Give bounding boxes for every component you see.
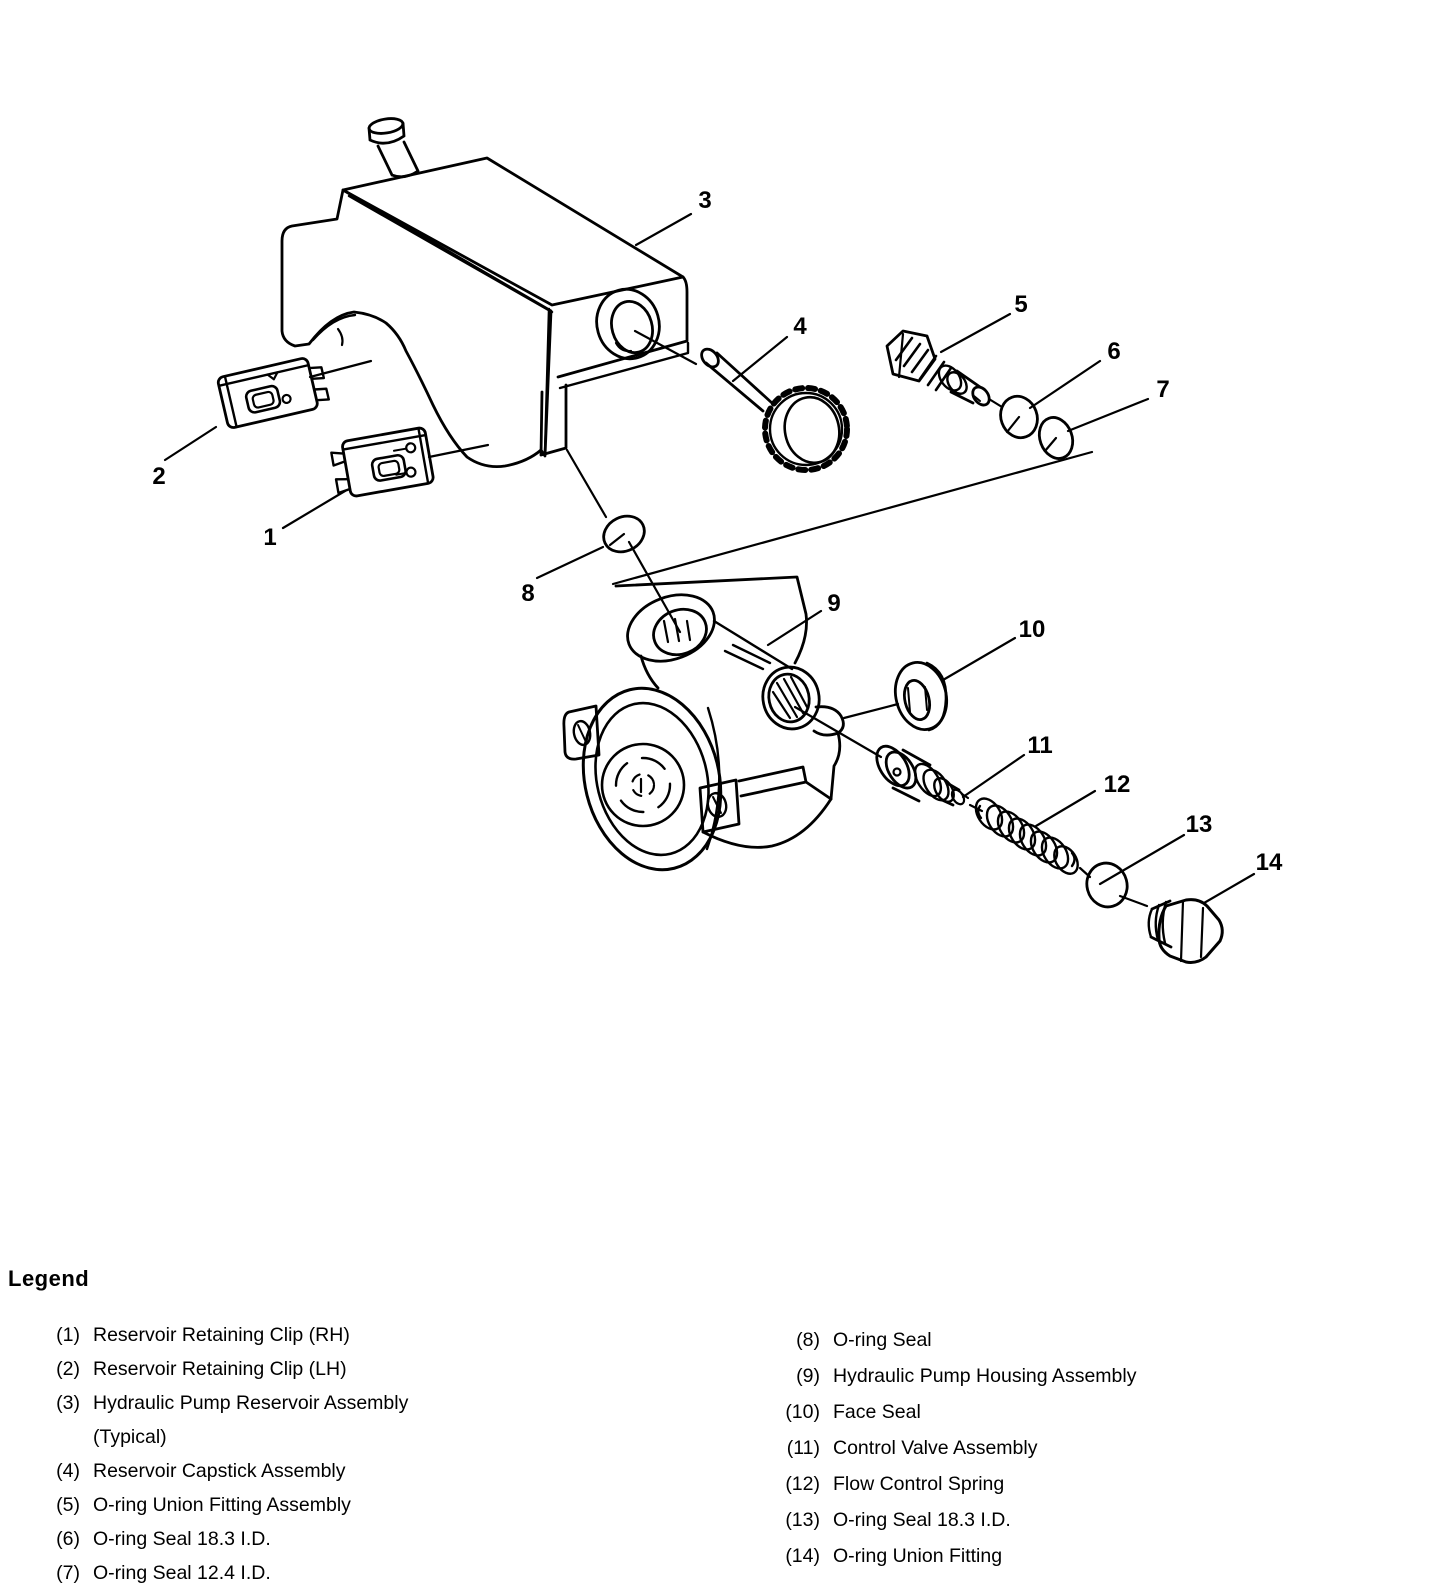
legend-item-number: (3) (56, 1392, 80, 1414)
legend-item-label: Reservoir Capstick Assembly (93, 1460, 346, 1482)
legend-item-label: Face Seal (833, 1401, 921, 1423)
callout-number-8: 8 (521, 580, 535, 607)
legend-item (764, 1394, 1136, 1430)
o-ring-union-fitting (1149, 900, 1223, 963)
legend-item (764, 1466, 1136, 1502)
callout-number-7: 7 (1156, 376, 1170, 403)
legend-item (764, 1358, 1136, 1394)
legend-item-number: (10) (785, 1401, 820, 1423)
reservoir-assembly (282, 116, 688, 466)
legend-item-number: (11) (786, 1437, 820, 1459)
legend-item-number: (4) (56, 1460, 80, 1482)
legend-item (34, 1522, 408, 1556)
legend-item (764, 1322, 1136, 1358)
legend-item-label: O-ring Union Fitting (833, 1545, 1003, 1567)
legend-item (764, 1538, 1136, 1574)
legend-item-number: (14) (785, 1545, 820, 1567)
legend-item-label: O-ring Seal 12.4 I.D. (93, 1562, 271, 1584)
legend-item (34, 1386, 408, 1454)
callout-number-9: 9 (827, 590, 841, 617)
legend-item (34, 1318, 408, 1352)
legend-item-label: Control Valve Assembly (833, 1437, 1038, 1459)
o-ring-seal-6 (995, 391, 1043, 443)
legend-item-number: (6) (56, 1528, 80, 1550)
legend-item (764, 1430, 1136, 1466)
legend-item-number: (12) (785, 1473, 820, 1495)
o-ring-seal-7 (1034, 413, 1078, 463)
callout-number-2: 2 (152, 463, 166, 490)
callout-number-12: 12 (1103, 771, 1131, 798)
callout-number-13: 13 (1185, 811, 1213, 838)
legend-item-label: Reservoir Retaining Clip (LH) (93, 1358, 347, 1380)
legend-item-label: O-ring Seal (833, 1329, 932, 1351)
legend-item-label: O-ring Seal 18.3 I.D. (833, 1509, 1011, 1531)
legend-item-number: (2) (56, 1358, 80, 1380)
legend-item-number: (5) (56, 1494, 80, 1516)
legend-item-label: O-ring Union Fitting Assembly (93, 1494, 351, 1516)
legend-item-number: (8) (796, 1329, 820, 1351)
legend-column-right (764, 1322, 1136, 1574)
legend-item-label: Flow Control Spring (833, 1473, 1005, 1495)
callout-number-4: 4 (793, 313, 807, 340)
callout-number-5: 5 (1014, 291, 1028, 318)
legend-item-number: (13) (785, 1509, 820, 1531)
callout-number-3: 3 (698, 187, 712, 214)
legend-item-label: O-ring Seal 18.3 I.D. (93, 1528, 271, 1550)
face-seal (889, 657, 954, 735)
callout-number-6: 6 (1107, 338, 1121, 365)
reservoir-retaining-clip-lh (217, 355, 330, 429)
callout-number-1: 1 (263, 524, 277, 551)
legend-item (34, 1454, 408, 1488)
flow-control-spring (971, 794, 1083, 878)
o-ring-seal-13 (1082, 859, 1132, 912)
legend-item-label: Hydraulic Pump Reservoir Assembly (Typical) (93, 1392, 409, 1448)
callout-number-10: 10 (1018, 616, 1046, 643)
legend-column-left (34, 1318, 408, 1590)
control-valve-assembly (870, 740, 968, 806)
o-ring-union-fitting-assembly (887, 331, 993, 408)
reservoir-capstick-assembly (698, 346, 847, 470)
legend-item-label: Hydraulic Pump Housing Assembly (833, 1365, 1137, 1387)
legend-item (764, 1502, 1136, 1538)
legend-item (34, 1352, 408, 1386)
reservoir-retaining-clip-rh (330, 427, 434, 499)
legend-item-number: (1) (56, 1324, 80, 1346)
legend-item (34, 1488, 408, 1522)
legend-item-number: (7) (56, 1562, 80, 1584)
callout-number-14: 14 (1255, 849, 1283, 876)
legend-title: Legend (8, 1266, 90, 1291)
legend-item-number: (9) (796, 1365, 820, 1387)
callout-number-11: 11 (1027, 732, 1053, 759)
legend-item-label: Reservoir Retaining Clip (RH) (93, 1324, 350, 1346)
legend-item (34, 1556, 408, 1590)
